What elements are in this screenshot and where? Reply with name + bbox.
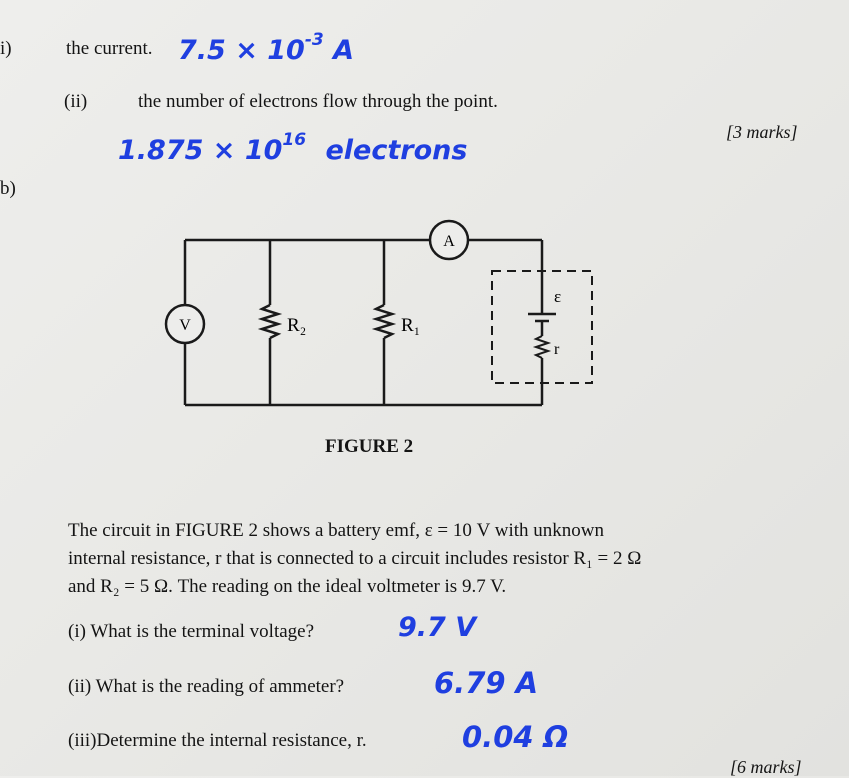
item-ii-answer-base: 1.875 × 10 [118,135,283,166]
item-i-label: i) [0,38,12,59]
item-ii-answer-exponent: 16 [282,130,307,150]
question-i-answer: 9.7 V [398,612,477,643]
description-line-1: The circuit in FIGURE 2 shows a battery emf, ε = 10 V with unknown [68,520,605,541]
voltmeter-label: V [179,317,191,334]
internal-resistor [536,336,548,358]
item-ii-answer [118,130,467,166]
r2-resistor [262,305,278,338]
item-i-answer-unit: A [333,35,355,66]
item-i-answer-exponent: -3 [304,30,324,50]
r1-label: R₁ [401,315,421,336]
question-i-text: (i) What is the terminal voltage? [68,621,315,642]
r1-resistor [376,305,392,338]
internal-r-label: r [554,341,560,358]
question-ii-answer: 6.79 A [434,666,539,700]
ammeter-label: A [443,233,455,250]
item-i-answer [178,30,354,66]
part-b-label: b) [0,178,16,199]
question-iii-answer: 0.04 Ω [462,720,569,754]
item-i-text: the current. [66,38,153,59]
item-ii-label: (ii) [64,91,88,112]
emf-label: ε [554,287,562,306]
circuit-figure [150,218,610,418]
item-i-answer-base: 7.5 × 10 [178,35,305,66]
part-b-marks: [6 marks] [730,757,802,777]
r2-label: R₂ [287,315,307,336]
item-ii-text: the number of electrons flow through the point. [138,91,498,112]
part-a-marks: [3 marks] [726,122,798,142]
item-ii-answer-unit: electrons [325,135,468,166]
description-line-2: internal resistance, r that is connected to a circuit includes resistor R₁ = 2 Ω [68,548,642,569]
description-line-3: and R₂ = 5 Ω. The reading on the ideal voltmeter is 9.7 V. [68,576,507,597]
question-iii-text: (iii)Determine the internal resistance, r. [68,730,367,751]
figure-caption: FIGURE 2 [325,436,414,457]
question-ii-text: (ii) What is the reading of ammeter? [68,676,345,697]
